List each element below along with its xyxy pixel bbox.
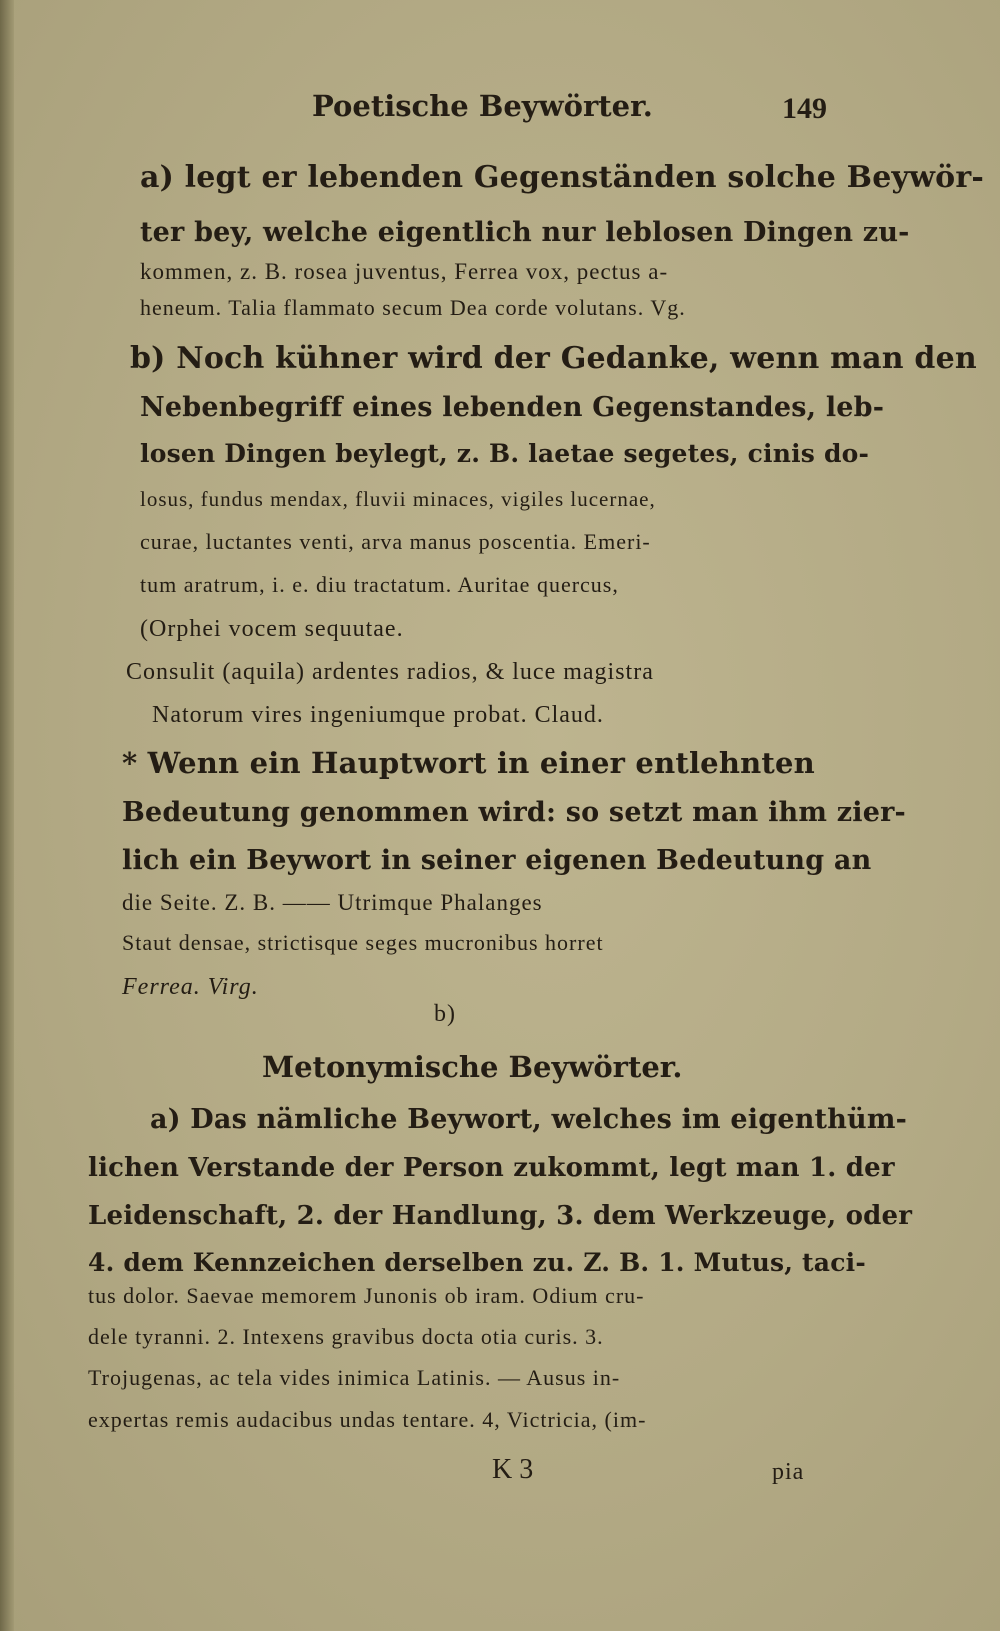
text-line: expertas remis audacibus undas tentare. 4, Victricia, (im- [88, 1407, 647, 1432]
text-line: losen Dingen beylegt, z. B. laetae segetes, cinis do- [140, 439, 870, 468]
text-line: Trojugenas, ac tela vides inimica Latinis. — Ausus in- [88, 1365, 621, 1390]
text-line: Natorum vires ingeniumque probat. Claud. [152, 702, 604, 728]
signature-mark: K 3 [492, 1454, 534, 1485]
text-line: kommen, z. B. rosea juventus, Ferrea vox, pectus a- [140, 259, 669, 284]
catchword: pia [772, 1459, 805, 1485]
text-line: dele tyranni. 2. Intexens gravibus docta otia curis. 3. [88, 1324, 604, 1349]
text-line: (Orphei vocem sequutae. [140, 616, 404, 642]
section-heading: Metonymische Beywörter. [262, 1050, 683, 1084]
text-line: a) Das nämliche Beywort, welches im eigenthüm- [150, 1104, 908, 1135]
text-line: ter bey, welche eigentlich nur leblosen Dingen zu- [140, 217, 910, 248]
text-line: lich ein Beywort in seiner eigenen Bedeutung an [122, 845, 872, 876]
running-head: Poetische Beywörter. [312, 89, 653, 123]
text-line: Consulit (aquila) ardentes radios, & luce magistra [126, 659, 654, 685]
text-line: a) legt er lebenden Gegenständen solche Beywör- [140, 160, 985, 195]
text-line: * Wenn ein Hauptwort in einer entlehnten [122, 746, 815, 780]
text-line: Nebenbegriff eines lebenden Gegenstandes, leb- [140, 392, 885, 423]
text-line: curae, luctantes venti, arva manus poscentia. Emeri- [140, 529, 651, 554]
section-letter: b) [434, 1001, 456, 1027]
text-line: Staut densae, strictisque seges mucronibus horret [122, 930, 604, 955]
text-line: 4. dem Kennzeichen derselben zu. Z. B. 1. Mutus, taci- [88, 1248, 866, 1277]
text-line: lichen Verstande der Person zukommt, legt man 1. der [88, 1153, 895, 1183]
text-line: Ferrea. Virg. [122, 974, 259, 1000]
text-line: b) Noch kühner wird der Gedanke, wenn man den [130, 341, 977, 376]
text-line: tum aratrum, i. e. diu tractatum. Auritae quercus, [140, 572, 619, 597]
text-line: Leidenschaft, 2. der Handlung, 3. dem Werkzeuge, oder [88, 1201, 913, 1231]
text-line: heneum. Talia flammato secum Dea corde volutans. Vg. [140, 295, 686, 320]
text-line: tus dolor. Saevae memorem Junonis ob iram. Odium cru- [88, 1283, 645, 1308]
text-line: Bedeutung genommen wird: so setzt man ihm zier- [122, 797, 906, 828]
page-number: 149 [782, 92, 827, 125]
text-line: losus, fundus mendax, fluvii minaces, vigiles lucernae, [140, 487, 656, 511]
text-line: die Seite. Z. B. —— Utrimque Phalanges [122, 890, 543, 915]
